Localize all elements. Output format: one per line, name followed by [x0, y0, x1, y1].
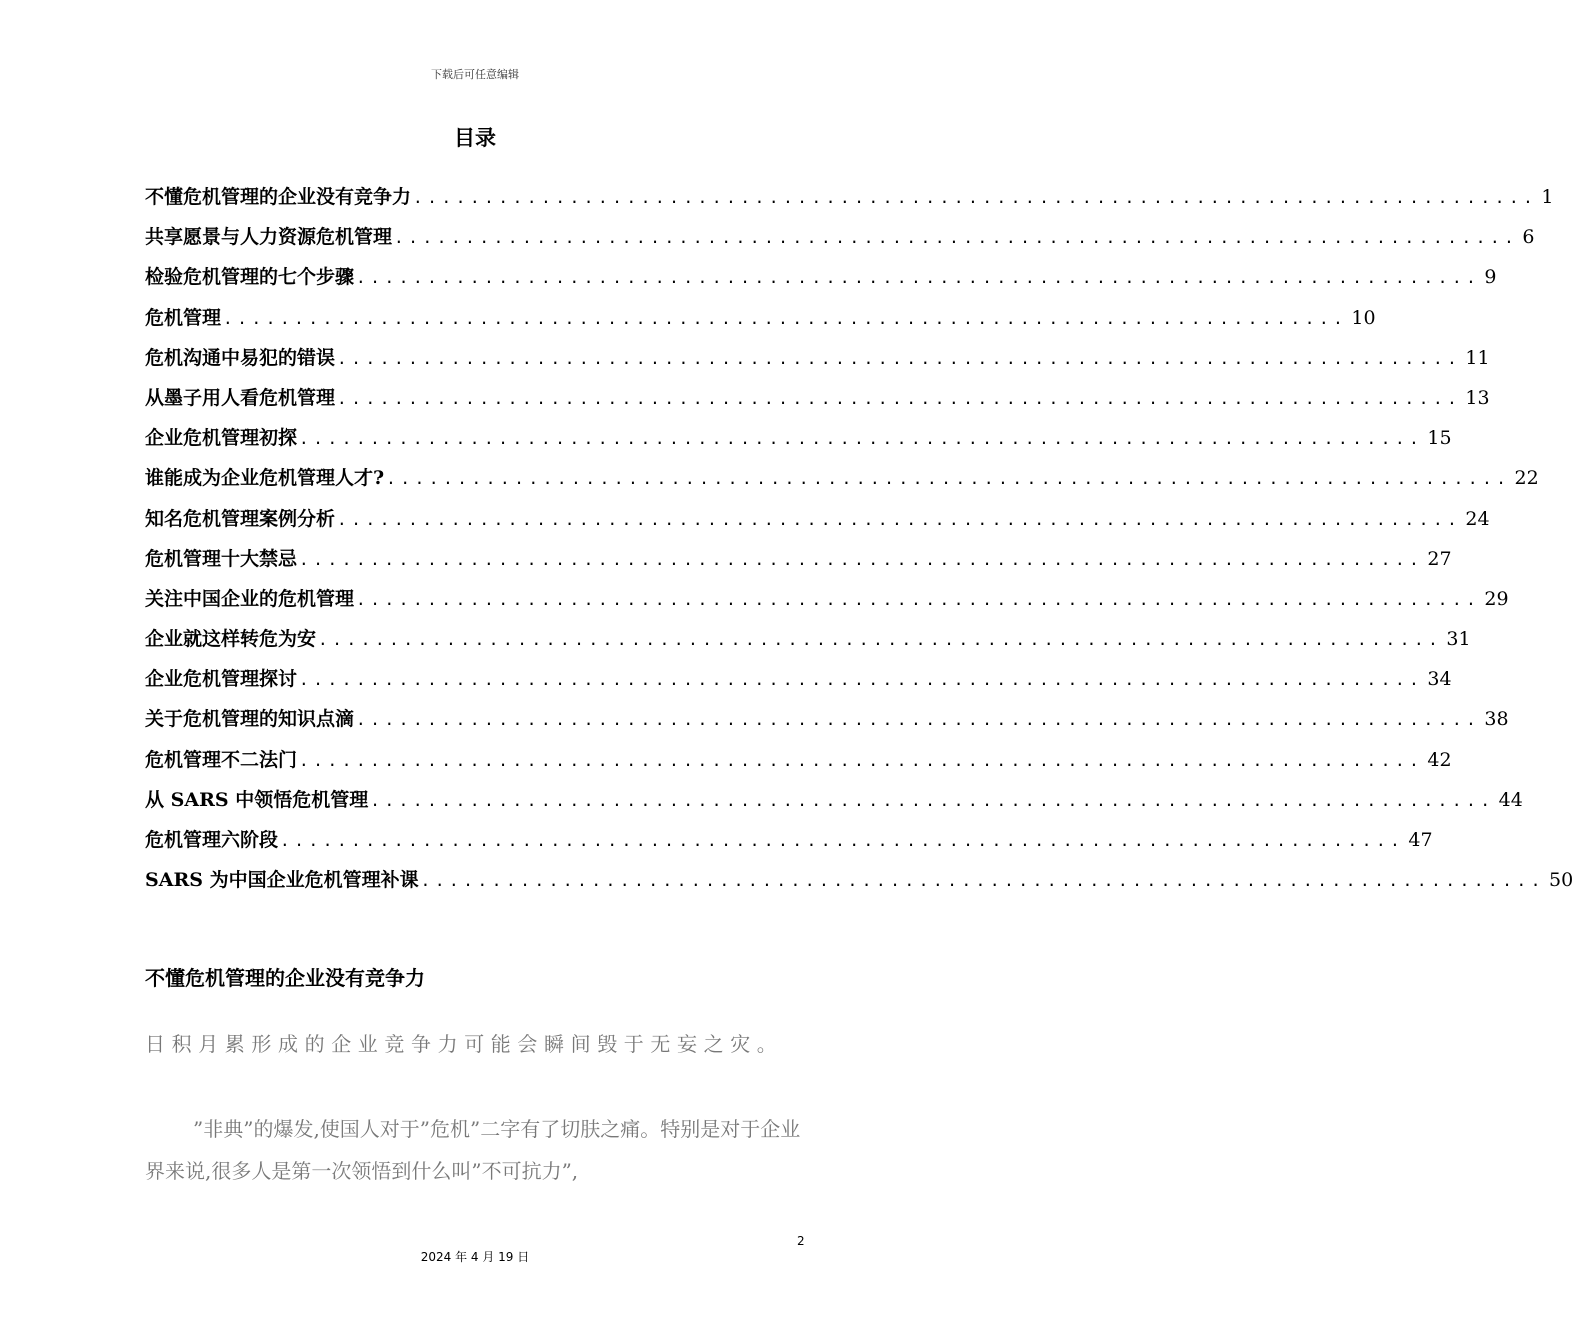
toc-entry-page: 44 [1498, 788, 1523, 811]
page-number: 2 [797, 1234, 805, 1248]
toc-entry-text: 企业危机管理初探 [145, 427, 298, 450]
toc-leader-dots: ............................................................................... [356, 710, 1481, 730]
toc-leader-dots: ............................................................................... [356, 589, 1481, 609]
toc-entry-text: 关于危机管理的知识点滴 [145, 708, 355, 731]
toc-entry-page: 42 [1427, 748, 1452, 771]
toc-entry-text: 企业就这样转危为安 [145, 628, 317, 651]
toc-entry-text: 谁能成为企业危机管理人才? [145, 467, 385, 490]
toc-entry-text: 从墨子用人看危机管理 [145, 386, 336, 409]
toc-leader-dots: ............................................................................... [337, 509, 1462, 529]
toc-entry[interactable] [145, 745, 1452, 785]
toc-entry-text: 共享愿景与人力资源危机管理 [145, 226, 393, 249]
toc-entry[interactable] [145, 182, 1554, 222]
toc-entry-text: SARS 为中国企业危机管理补课 [145, 869, 419, 892]
toc-entry[interactable] [145, 584, 1509, 624]
toc-entry-text: 危机管理不二法门 [145, 748, 298, 771]
toc-entry[interactable] [145, 222, 1535, 262]
toc-leader-dots: ............................................................................... [280, 831, 1405, 850]
toc-entry-text: 检验危机管理的七个步骤 [145, 266, 355, 289]
toc-entry[interactable] [145, 664, 1452, 704]
toc-entry-page: 38 [1484, 708, 1509, 731]
toc-leader-dots: ............................................................................... [356, 268, 1481, 288]
toc-leader-dots: ............................................................................... [318, 630, 1443, 650]
toc-entry[interactable] [145, 423, 1452, 463]
toc-entry-text: 危机管理十大禁忌 [145, 547, 298, 570]
toc-entry[interactable] [145, 865, 1573, 905]
toc-entry-page: 50 [1549, 869, 1573, 892]
toc-leader-dots: ............................................................................... [370, 790, 1495, 810]
toc-entry-page: 22 [1514, 467, 1539, 490]
toc-entry-page: 34 [1427, 668, 1452, 691]
toc-entry[interactable] [145, 624, 1471, 664]
toc-entry-page: 10 [1351, 306, 1376, 329]
toc-entry-text: 危机管理 [145, 306, 222, 329]
toc-entry-text: 从 SARS 中领悟危机管理 [145, 788, 369, 811]
toc-title: 目录 [454, 125, 496, 150]
toc-entry-page: 15 [1427, 427, 1452, 450]
toc-leader-dots: ............................................................................... [420, 871, 1545, 891]
toc-entry-page: 31 [1446, 628, 1471, 651]
toc-entry-text: 危机管理六阶段 [145, 829, 279, 851]
toc-entry-page: 11 [1465, 346, 1490, 369]
toc-entry-page: 29 [1484, 587, 1509, 610]
toc-leader-dots: ............................................................................... [299, 750, 1424, 770]
footer-date: 2024 年 4 月 19 日 [420, 1250, 530, 1264]
toc-entry[interactable] [145, 343, 1490, 383]
toc-entry-text: 知名危机管理案例分析 [145, 507, 336, 530]
toc-leader-dots: ............................................................................... [223, 308, 1348, 328]
table-of-contents [145, 182, 1573, 905]
toc-leader-dots: ............................................................................... [299, 670, 1424, 690]
toc-entry-text: 关注中国企业的危机管理 [145, 587, 355, 610]
toc-entry-page: 6 [1522, 226, 1535, 249]
toc-entry[interactable] [145, 383, 1490, 423]
toc-leader-dots: ............................................................................... [413, 188, 1538, 207]
toc-entry-page: 24 [1465, 507, 1490, 530]
toc-entry-text: 危机沟通中易犯的错误 [145, 346, 336, 369]
toc-leader-dots: ............................................................................... [337, 388, 1462, 408]
toc-leader-dots: ............................................................................... [394, 228, 1519, 248]
toc-leader-dots: ............................................................................... [337, 348, 1462, 368]
toc-entry-text: 企业危机管理探讨 [145, 668, 298, 691]
toc-leader-dots: ............................................................................... [299, 429, 1424, 449]
article-paragraph: ”非典”的爆发,使国人对于”危机”二字有了切肤之痛。特别是对于企业界来说,很多人是第一次领悟到什么叫”不可抗力”, [145, 1117, 801, 1183]
header-note: 下载后可任意编辑 [431, 68, 519, 81]
toc-entry-text: 不懂危机管理的企业没有竞争力 [145, 186, 412, 208]
toc-entry[interactable] [145, 825, 1433, 865]
toc-entry[interactable] [145, 303, 1376, 343]
toc-entry[interactable] [145, 785, 1523, 825]
toc-entry[interactable] [145, 262, 1497, 302]
toc-leader-dots: ............................................................................... [386, 469, 1511, 489]
toc-leader-dots: ............................................................................... [299, 549, 1424, 569]
article-heading: 不懂危机管理的企业没有竞争力 [145, 966, 425, 990]
toc-entry[interactable] [145, 463, 1539, 503]
toc-entry[interactable] [145, 504, 1490, 544]
toc-entry-page: 1 [1541, 186, 1554, 208]
toc-entry[interactable] [145, 704, 1509, 744]
toc-entry-page: 9 [1484, 266, 1497, 289]
toc-entry-page: 27 [1427, 547, 1452, 570]
toc-entry-page: 47 [1408, 829, 1433, 851]
article-lead: 日积月累形成的企业竞争力可能会瞬间毁于无妄之灾。 [145, 1032, 784, 1056]
toc-entry-page: 13 [1465, 386, 1490, 409]
toc-entry[interactable] [145, 544, 1452, 584]
